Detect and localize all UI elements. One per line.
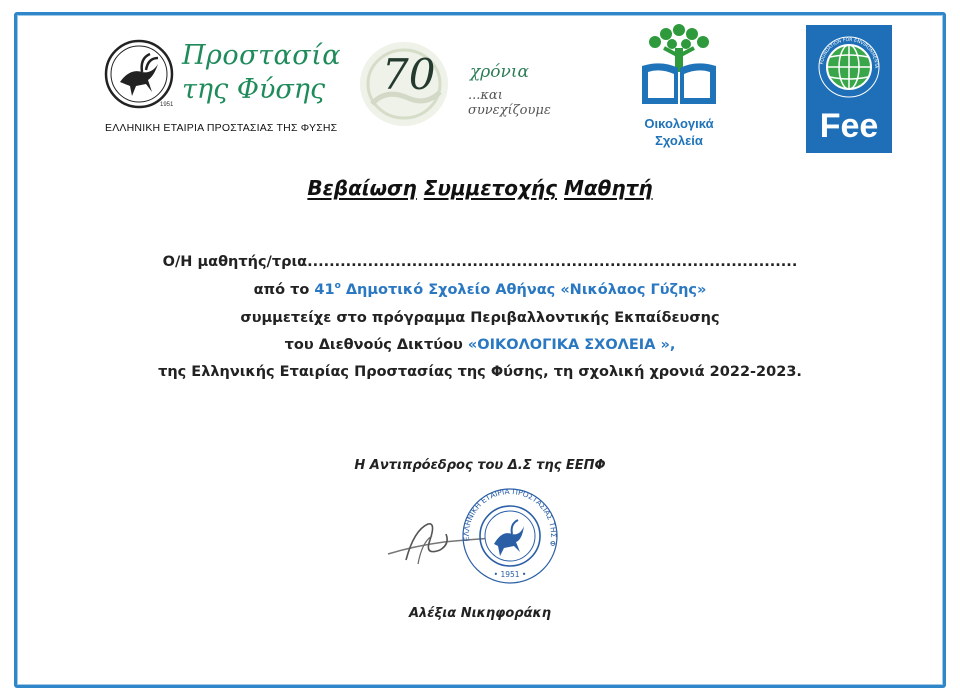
- fee-wordmark: Fee: [819, 107, 879, 145]
- school-name: Δημοτικό Σχολείο Αθήνας «Νικόλαος Γύζης»: [345, 282, 707, 298]
- seal-year: • 1951 •: [493, 570, 527, 579]
- fee-ring-text: FOUNDATION FOR ENVIRONMENTA: [820, 37, 879, 69]
- title-word-1: Βεβαίωση: [307, 176, 417, 200]
- fee-logo: [806, 25, 892, 153]
- signature-stamp: [384, 484, 574, 594]
- eco-schools-line-2: Σχολεία: [655, 133, 703, 148]
- brand-line-1: Προστασία: [182, 40, 342, 71]
- tree-book-icon: [636, 22, 722, 110]
- seventy-years-logo: [356, 40, 566, 130]
- school-number: $41^o$: [314, 281, 341, 298]
- society-year-line: της Ελληνικής Εταιρίας Προστασίας της Φύσης, τη σχολική χρονιά 2022-2023.: [158, 364, 802, 380]
- globe-icon: [806, 25, 892, 105]
- title-word-3: Μαθητή: [563, 176, 653, 200]
- official-seal-icon: [384, 484, 574, 594]
- eco-schools-line-1: Οικολογικά: [644, 116, 714, 131]
- eco-schools-logo: [636, 22, 722, 152]
- signatory-name: Αλέξια Νικηφοράκη: [409, 606, 551, 621]
- network-line: [0, 337, 960, 353]
- brand-caption: ΕΛΛΗΝΙΚΗ ΕΤΑΙΡΙΑ ΠΡΟΣΤΑΣΙΑΣ ΤΗΣ ΦΥΣΗΣ: [105, 122, 338, 134]
- anniversary-tagline: ...και συνεχίζουμε: [468, 88, 551, 118]
- signatory-role: Η Αντιπρόεδρος του Δ.Σ της ΕΕΠΦ: [354, 458, 606, 473]
- title-word-2: Συμμετοχής: [423, 176, 558, 200]
- school-line: [0, 282, 960, 298]
- participation-line: συμμετείχε στο πρόγραμμα Περιβαλλοντικής Εκπαίδευσης: [240, 310, 720, 326]
- hellenic-society-logo: [100, 36, 342, 136]
- certificate-title: [0, 176, 960, 200]
- anniversary-word: χρόνια: [470, 62, 530, 82]
- network-name: «ΟΙΚΟΛΟΓΙΚΑ ΣΧΟΛΕΙΑ »,: [467, 337, 676, 353]
- brand-line-2: της Φύσης: [182, 74, 326, 105]
- anniversary-number: 70: [382, 50, 436, 99]
- network-prefix: του Διεθνούς Δικτύου: [284, 337, 463, 353]
- brand-year: 1951: [160, 102, 174, 108]
- student-name-line: Ο/Η μαθητής/τρια.........................................................................................: [162, 254, 798, 270]
- school-prefix: από το: [253, 282, 310, 298]
- seal-ring-text: ΕΛΛΗΝΙΚΗ ΕΤΑΙΡΙΑ ΠΡΟΣΤΑΣΙΑΣ ΤΗΣ Φ: [461, 486, 559, 548]
